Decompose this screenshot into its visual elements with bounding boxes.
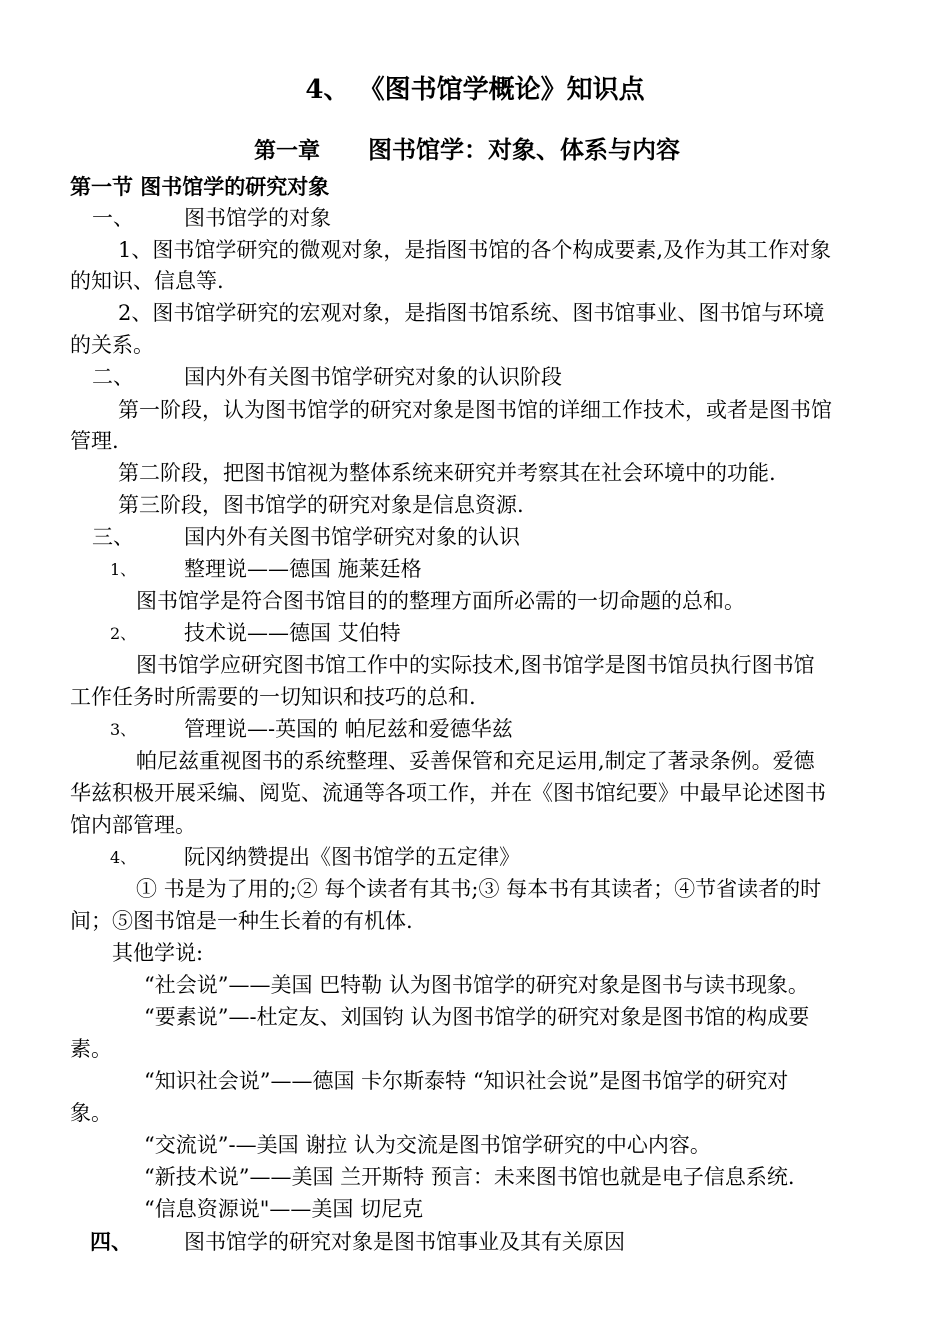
paragraph-line: ① 书是为了用的;② 每个读者有其书;③ 每本书有其读者；④节省读者的时 — [136, 877, 822, 901]
paragraph-line: 管理. — [70, 429, 119, 453]
heading-number: 一、 — [92, 206, 134, 230]
paragraph-line: 的关系。 — [70, 333, 154, 357]
paragraph-line: 第一阶段，认为图书馆学的研究对象是图书馆的详细工作技术，或者是图书馆 — [118, 398, 832, 422]
paragraph-line: “新技术说”——美国 兰开斯特 预言：未来图书馆也就是电子信息系统. — [144, 1165, 795, 1189]
paragraph-line: “交流说”-—美国 谢拉 认为交流是图书馆学研究的中心内容。 — [144, 1133, 711, 1157]
heading-number: 三、 — [92, 525, 134, 549]
paragraph-line: 图书馆学是符合图书馆目的的整理方面所必需的一切命题的总和。 — [136, 589, 745, 613]
paragraph-line: 华兹积极开展采编、阅览、流通等各项工作，并在《图书馆纪要》中最早论述图书 — [70, 781, 826, 805]
paragraph-line: 间；⑤图书馆是一种生长着的有机体. — [70, 909, 413, 933]
heading-number: 四、 — [90, 1229, 132, 1254]
paragraph-line: 帕尼兹重视图书的系统整理、妥善保管和充足运用,制定了著录条例。爱德 — [136, 749, 815, 773]
chapter-label: 第一章 — [254, 138, 321, 164]
subheading: 图书馆学的对象 — [184, 206, 331, 230]
paragraph-line: 2、图书馆学研究的宏观对象，是指图书馆系统、图书馆事业、图书馆与环境 — [118, 301, 825, 325]
subheading: 国内外有关图书馆学研究对象的认识阶段 — [184, 365, 562, 389]
other-theories-heading: 其他学说: — [112, 941, 204, 965]
paragraph-line: 1、图书馆学研究的微观对象，是指图书馆的各个构成要素,及作为其工作对象 — [118, 238, 832, 262]
section-heading: 第一节 图书馆学的研究对象 — [70, 174, 330, 199]
paragraph-line: 的知识、信息等. — [70, 269, 224, 293]
paragraph-line: 工作任务时所需要的一切知识和技巧的总和. — [70, 685, 476, 709]
item-number: 1、 — [110, 560, 137, 579]
item-heading: 技术说——德国 艾伯特 — [184, 621, 401, 645]
paragraph-line: 第三阶段，图书馆学的研究对象是信息资源. — [118, 493, 524, 517]
chapter-title: 图书馆学：对象、体系与内容 — [368, 135, 680, 164]
paragraph-line: 图书馆学应研究图书馆工作中的实际技术,图书馆学是图书馆员执行图书馆 — [136, 653, 815, 677]
paragraph-line: “要素说”—-杜定友、刘国钧 认为图书馆学的研究对象是图书馆的构成要 — [144, 1005, 810, 1029]
item-heading: 整理说——德国 施莱廷格 — [184, 557, 422, 581]
subheading: 国内外有关图书馆学研究对象的认识 — [184, 525, 520, 549]
item-heading: 阮冈纳赞提出《图书馆学的五定律》 — [184, 845, 520, 869]
paragraph-line: 象。 — [70, 1101, 112, 1125]
heading-number: 二、 — [92, 365, 134, 389]
item-number: 3、 — [110, 720, 137, 739]
paragraph-line: 馆内部管理。 — [70, 813, 196, 837]
paragraph-line: 素。 — [70, 1037, 112, 1061]
paragraph-line: “信息资源说"——美国 切尼克 — [144, 1197, 424, 1221]
paragraph-line: “社会说”——美国 巴特勒 认为图书馆学的研究对象是图书与读书现象。 — [144, 973, 809, 997]
paragraph-line: “知识社会说”——德国 卡尔斯泰特 “知识社会说”是图书馆学的研究对 — [144, 1069, 789, 1093]
subheading: 图书馆学的研究对象是图书馆事业及其有关原因 — [184, 1230, 625, 1254]
paragraph-line: 第二阶段，把图书馆视为整体系统来研究并考察其在社会环境中的功能. — [118, 461, 776, 485]
item-number: 2、 — [110, 624, 137, 643]
document-title: 4、 《图书馆学概论》知识点 — [305, 75, 645, 105]
item-heading: 管理说—-英国的 帕尼兹和爱德华兹 — [184, 717, 513, 741]
item-number: 4、 — [110, 848, 137, 867]
